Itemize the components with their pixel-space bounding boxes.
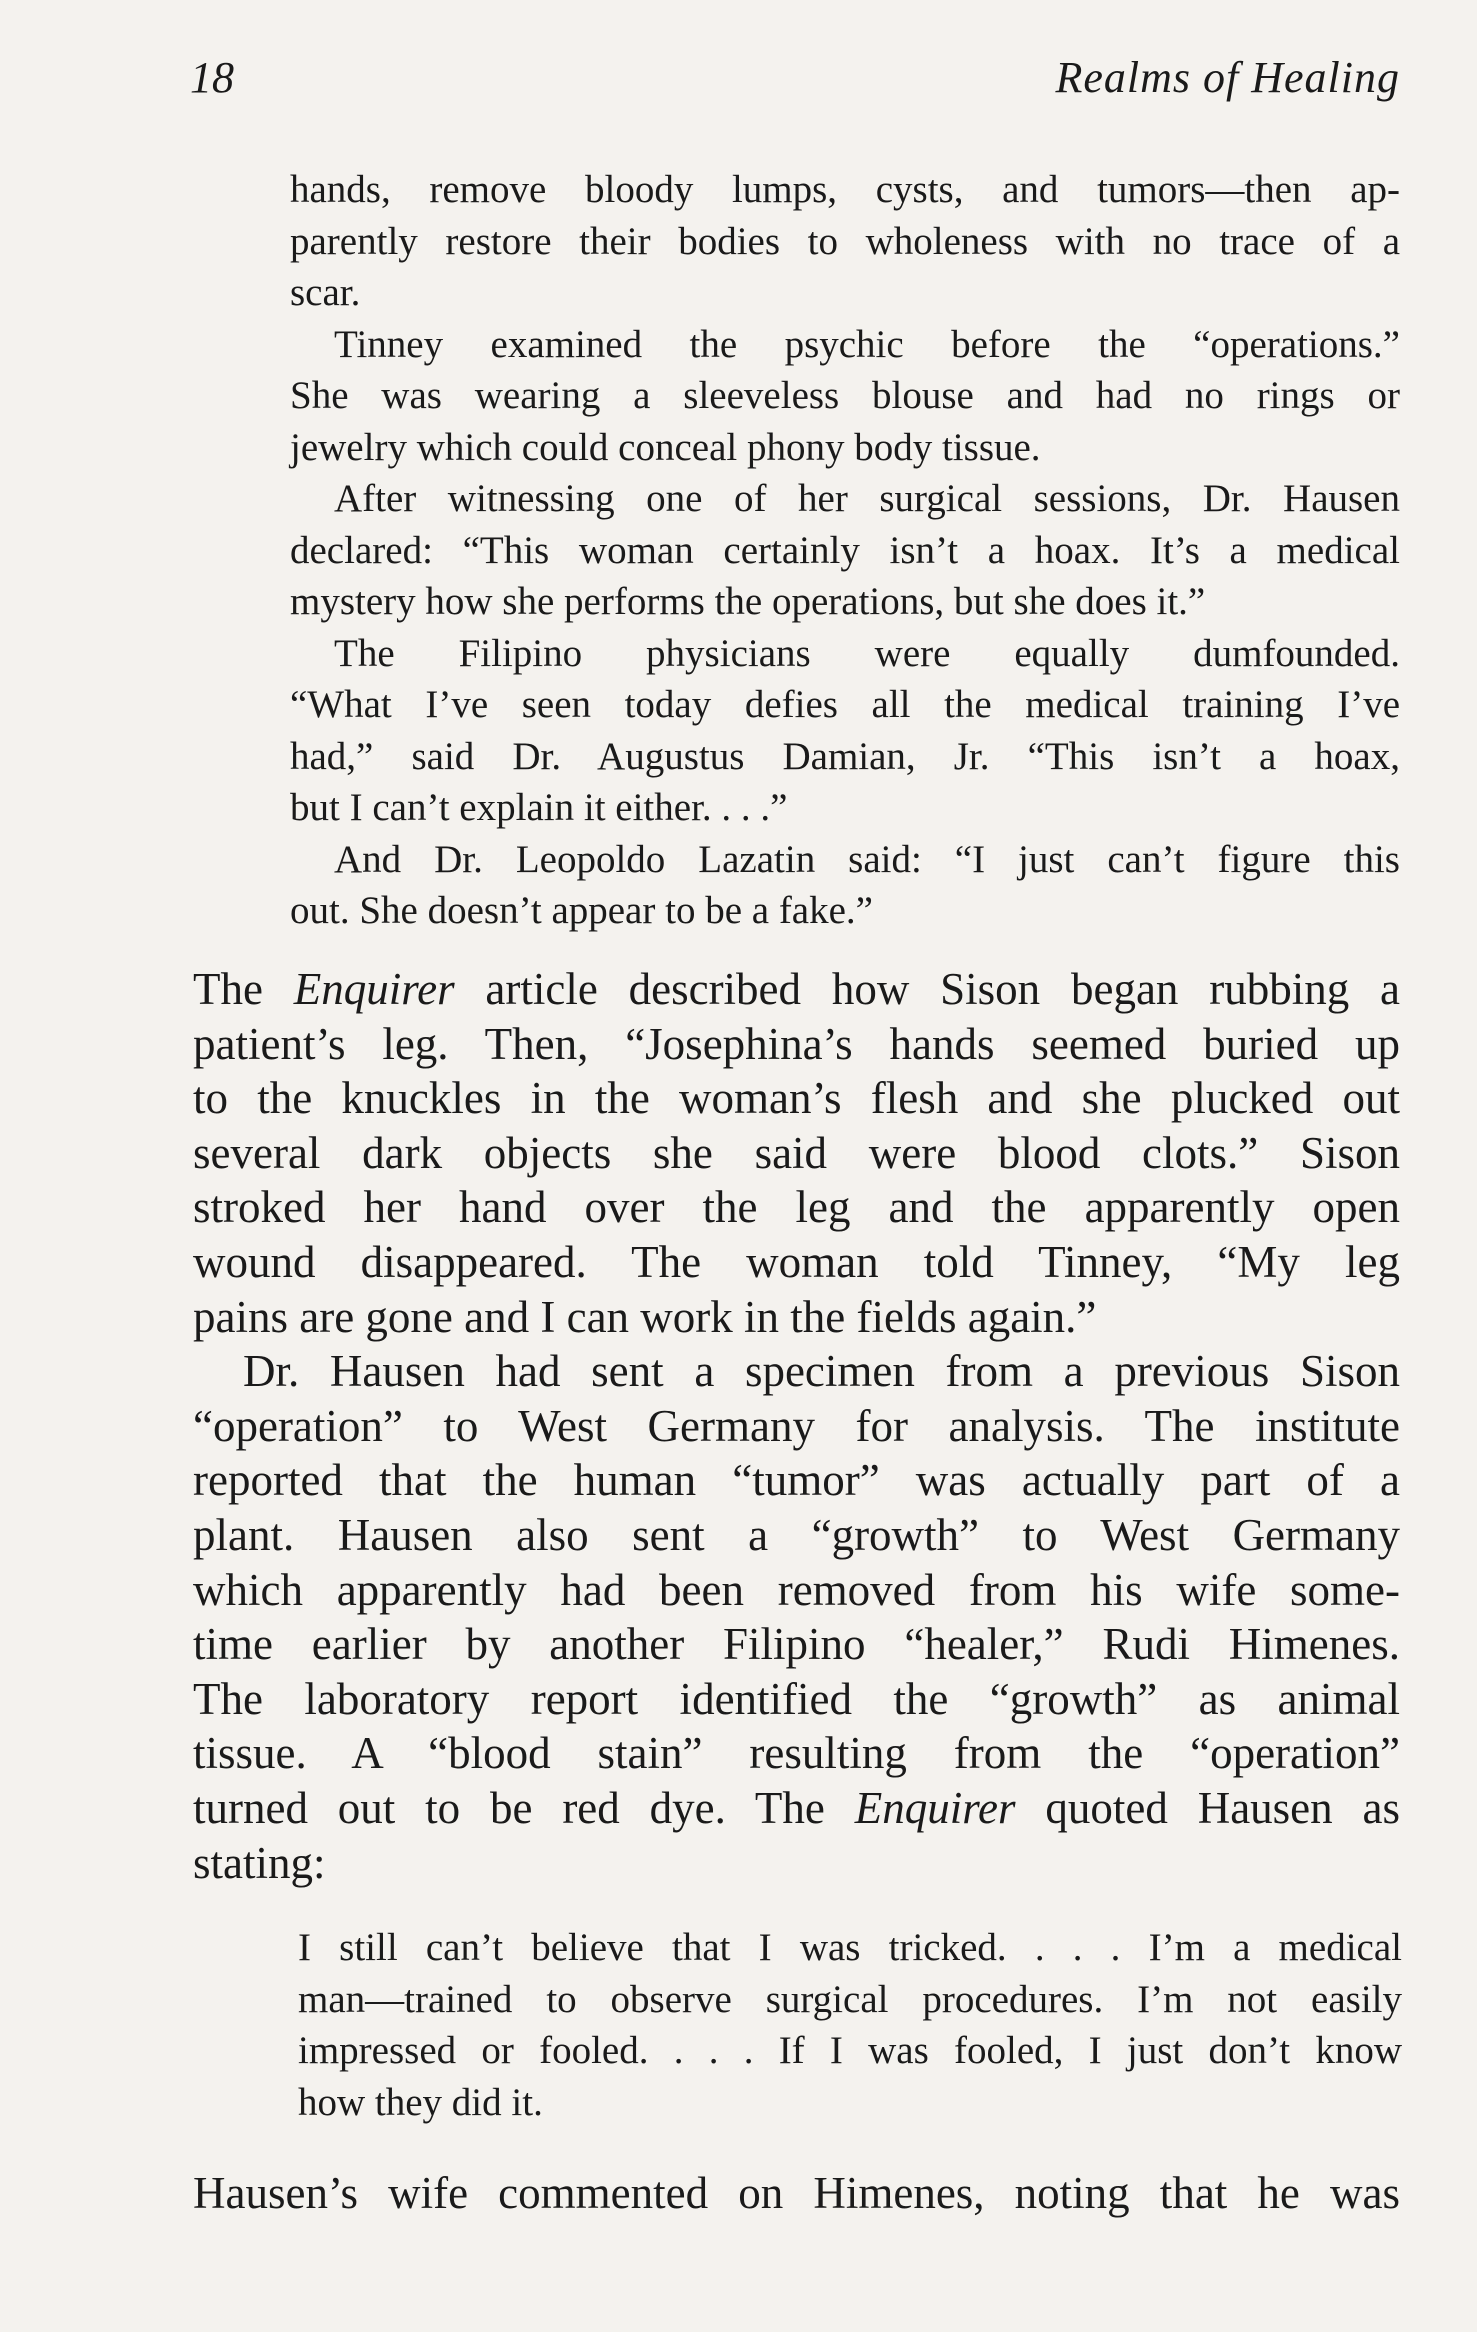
quote-line: how they did it. <box>298 2080 543 2124</box>
body-line: stroked her hand over the leg and the apparently open <box>193 1182 1400 1233</box>
quote-line: “What I’ve seen today defies all the medical training I’ve <box>290 683 1400 726</box>
body-line: “operation” to West Germany for analysis. The institute <box>193 1400 1400 1451</box>
quote-line: impressed or fooled. . . . If I was fooled, I just don’t know <box>298 2029 1402 2072</box>
body-line: Hausen’s wife commented on Himenes, noting that he was <box>193 2168 1400 2218</box>
body-line: several dark objects she said were blood clots.” Sison <box>193 1127 1400 1178</box>
quote-line: The Filipino physicians were equally dumfounded. <box>334 631 1400 675</box>
body-line: plant. Hausen also sent a “growth” to West Germany <box>193 1509 1400 1560</box>
continuing-text <box>193 2166 1400 2221</box>
page-number: 18 <box>190 53 234 102</box>
quote-line: man—trained to observe surgical procedures. I’m not easily <box>298 1977 1402 2021</box>
quote-line: And Dr. Leopoldo Lazatin said: “I just can’t figure this <box>334 837 1400 881</box>
body-line: The Enquirer article described how Sison began rubbing a <box>193 964 1400 1014</box>
body-line: which apparently had been removed from his wife some- <box>193 1564 1400 1615</box>
quote-line: scar. <box>290 271 361 314</box>
body-line: Dr. Hausen had sent a specimen from a previous Sison <box>243 1346 1400 1397</box>
body-line: pains are gone and I can work in the fields again.” <box>193 1291 1097 1342</box>
quote-line: parently restore their bodies to wholeness with no trace of a <box>290 219 1400 263</box>
body-line: wound disappeared. The woman told Tinney, “My leg <box>193 1236 1400 1287</box>
quote-line: mystery how she performs the operations, but she does it.” <box>290 580 1206 623</box>
body-text <box>193 962 1400 1890</box>
running-head <box>190 48 1400 108</box>
quote-block-1 <box>290 164 1400 937</box>
body-line: reported that the human “tumor” was actually part of a <box>193 1455 1400 1506</box>
body-line: stating: <box>193 1837 326 1888</box>
publication-title: Enquirer <box>293 964 455 1014</box>
running-title: Realms of Healing <box>1055 53 1400 102</box>
publication-title: Enquirer <box>854 1782 1016 1833</box>
quote-line: jewelry which could conceal phony body tissue. <box>290 425 1041 469</box>
quote-block-2 <box>298 1922 1402 2128</box>
body-line: turned out to be red dye. The Enquirer quoted Hausen as <box>193 1782 1400 1833</box>
body-line: The laboratory report identified the “growth” as animal <box>193 1673 1400 1724</box>
quote-line: I still can’t believe that I was tricked. . . . I’m a medical <box>298 1926 1402 1969</box>
body-line: time earlier by another Filipino “healer,” Rudi Himenes. <box>193 1619 1400 1670</box>
body-line: to the knuckles in the woman’s flesh and she plucked out <box>193 1073 1400 1124</box>
quote-line: but I can’t explain it either. . . .” <box>290 786 788 829</box>
quote-line: out. She doesn’t appear to be a fake.” <box>290 889 873 932</box>
body-line: tissue. A “blood stain” resulting from the “operation” <box>193 1728 1400 1779</box>
body-line: patient’s leg. Then, “Josephina’s hands seemed buried up <box>193 1018 1400 1069</box>
quote-line: Tinney examined the psychic before the “operations.” <box>334 322 1400 366</box>
quote-line: She was wearing a sleeveless blouse and had no rings or <box>290 374 1400 417</box>
quote-line: had,” said Dr. Augustus Damian, Jr. “This isn’t a hoax, <box>290 734 1400 778</box>
quote-line: hands, remove bloody lumps, cysts, and tumors—then ap- <box>290 168 1400 211</box>
quote-line: declared: “This woman certainly isn’t a hoax. It’s a medical <box>290 528 1400 572</box>
quote-line: After witnessing one of her surgical sessions, Dr. Hausen <box>334 477 1400 520</box>
